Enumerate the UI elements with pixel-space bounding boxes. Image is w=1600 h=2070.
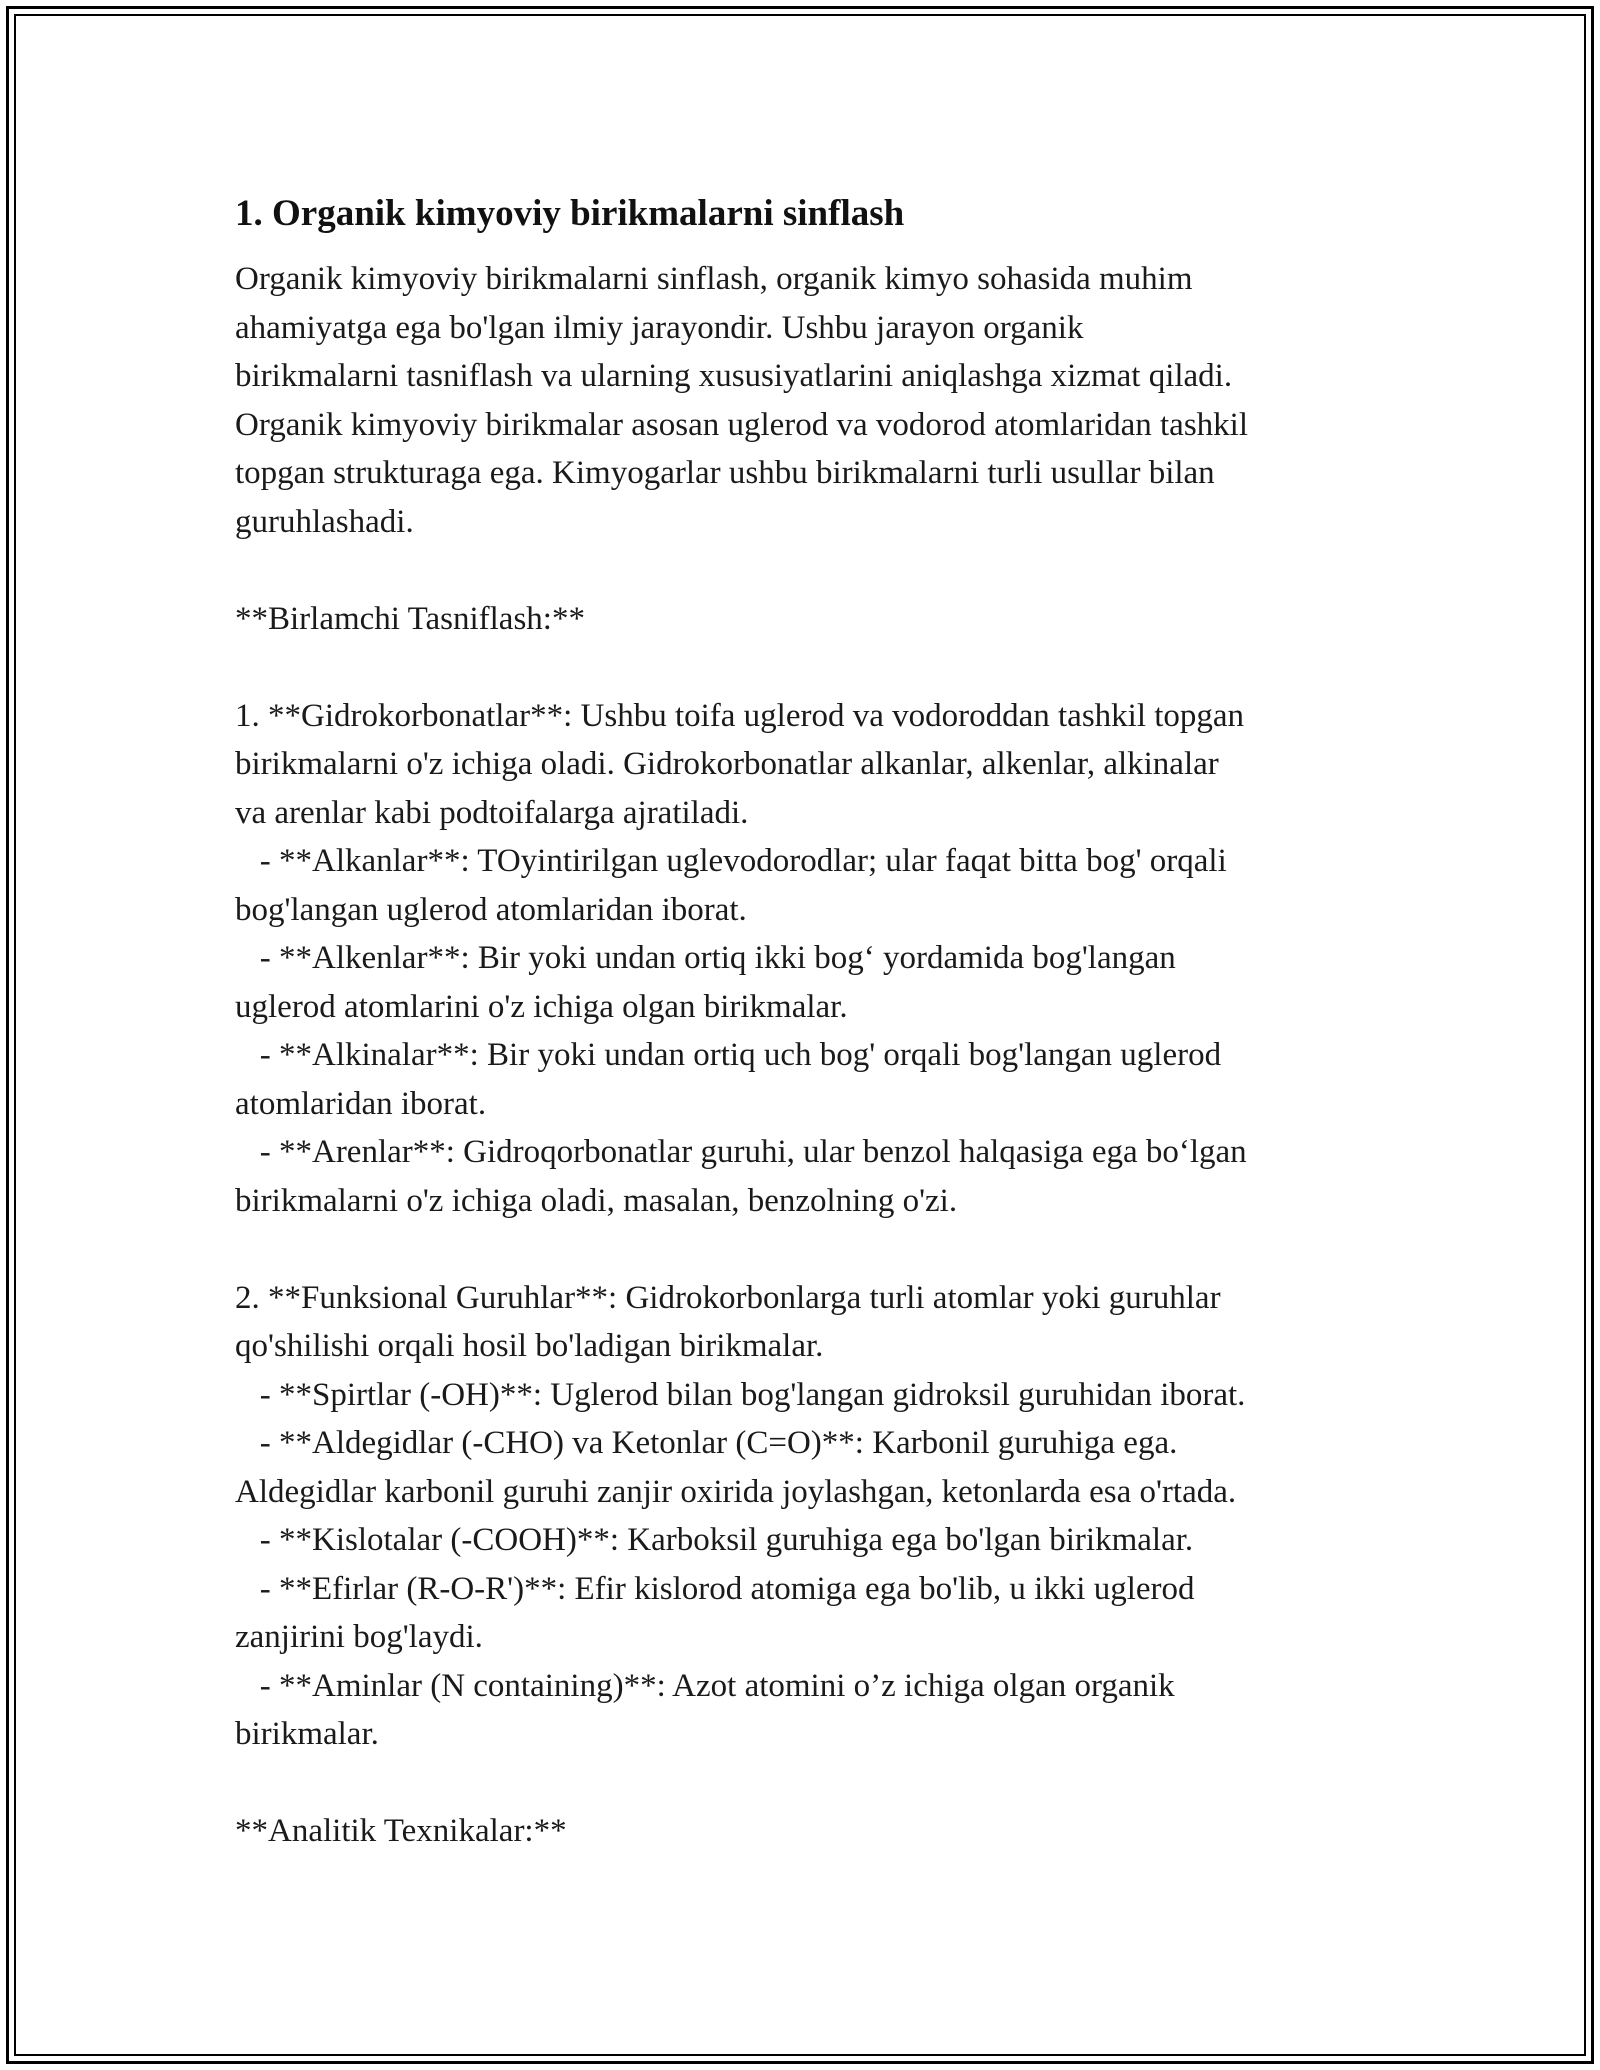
list-line: - **Alkanlar**: TOyintirilgan uglevodorodlar; ular faqat bitta bog' orqali xyxy=(235,843,1227,879)
list-line: va arenlar kabi podtoifalarga ajratiladi. xyxy=(235,794,749,831)
list-line: - **Spirtlar (-OH)**: Uglerod bilan bog'langan gidroksil guruhidan iborat. xyxy=(235,1376,1246,1413)
hydrocarbons-list xyxy=(235,692,1385,1226)
blank-line xyxy=(235,1225,1385,1274)
list-line: qo'shilishi orqali hosil bo'ladigan birikmalar. xyxy=(235,1328,824,1364)
list-line: - **Aminlar (N containing)**: Azot atomini o’z ichiga olgan organik xyxy=(235,1667,1175,1704)
list-line: - **Alkinalar**: Bir yoki undan ortiq uch bog' orqali bog'langan uglerod xyxy=(235,1037,1222,1073)
list-line: - **Aldegidlar (-CHO) va Ketonlar (C=O)**: Karbonil guruhiga ega. xyxy=(235,1425,1178,1461)
list-line: birikmalarni o'z ichiga oladi. Gidrokorbonatlar alkanlar, alkenlar, alkinalar xyxy=(235,746,1219,782)
list-line: - **Efirlar (R-O-R')**: Efir kislorod atomiga ega bo'lib, u ikki uglerod xyxy=(235,1570,1195,1607)
list-line: birikmalar. xyxy=(235,1716,379,1752)
list-line: atomlaridan iborat. xyxy=(235,1085,487,1122)
list-line: - **Alkenlar**: Bir yoki undan ortiq ikki bog‘ yordamida bog'langan xyxy=(235,940,1176,976)
list-line: uglerod atomlarini o'z ichiga olgan birikmalar. xyxy=(235,988,848,1025)
list-line: - **Kislotalar (-COOH)**: Karboksil guruhiga ega bo'lgan birikmalar. xyxy=(235,1522,1194,1558)
primary-classification-heading: **Birlamchi Tasniflash:** xyxy=(235,600,585,637)
blank-line xyxy=(235,546,1385,595)
paragraph-line: topgan strukturaga ega. Kimyogarlar ushbu birikmalarni turli usullar bilan xyxy=(235,455,1215,491)
list-line: birikmalarni o'z ichiga oladi, masalan, benzolning o'zi. xyxy=(235,1182,958,1219)
paragraph-line: guruhlashadi. xyxy=(235,503,414,540)
blank-line xyxy=(235,643,1385,692)
intro-paragraph xyxy=(235,255,1385,546)
paragraph-line: Organik kimyoviy birikmalarni sinflash, organik kimyo sohasida muhim xyxy=(235,261,1193,297)
blank-line xyxy=(235,1759,1385,1808)
analytic-techniques-heading: **Analitik Texnikalar:** xyxy=(235,1813,567,1849)
list-line: 1. **Gidrokorbonatlar**: Ushbu toifa uglerod va vodoroddan tashkil topgan xyxy=(235,697,1245,734)
list-line: 2. **Funksional Guruhlar**: Gidrokorbonlarga turli atomlar yoki guruhlar xyxy=(235,1279,1221,1316)
section-heading: 1. Organik kimyoviy birikmalarni sinflash xyxy=(235,193,905,234)
functional-groups-list xyxy=(235,1274,1385,1759)
document-body xyxy=(235,185,1385,1856)
list-line: zanjirini bog'laydi. xyxy=(235,1619,483,1655)
paragraph-line: Organik kimyoviy birikmalar asosan uglerod va vodorod atomlaridan tashkil xyxy=(235,406,1249,443)
paragraph-line: ahamiyatga ega bo'lgan ilmiy jarayondir. Ushbu jarayon organik xyxy=(235,309,1084,346)
paragraph-line: birikmalarni tasniflash va ularning xususiyatlarini aniqlashga xizmat qiladi. xyxy=(235,358,1233,394)
list-line: - **Arenlar**: Gidroqorbonatlar guruhi, ular benzol halqasiga ega bo‘lgan xyxy=(235,1134,1247,1170)
list-line: bog'langan uglerod atomlaridan iborat. xyxy=(235,891,747,928)
list-line: Aldegidlar karbonil guruhi zanjir oxirida joylashgan, ketonlarda esa o'rtada. xyxy=(235,1473,1237,1510)
